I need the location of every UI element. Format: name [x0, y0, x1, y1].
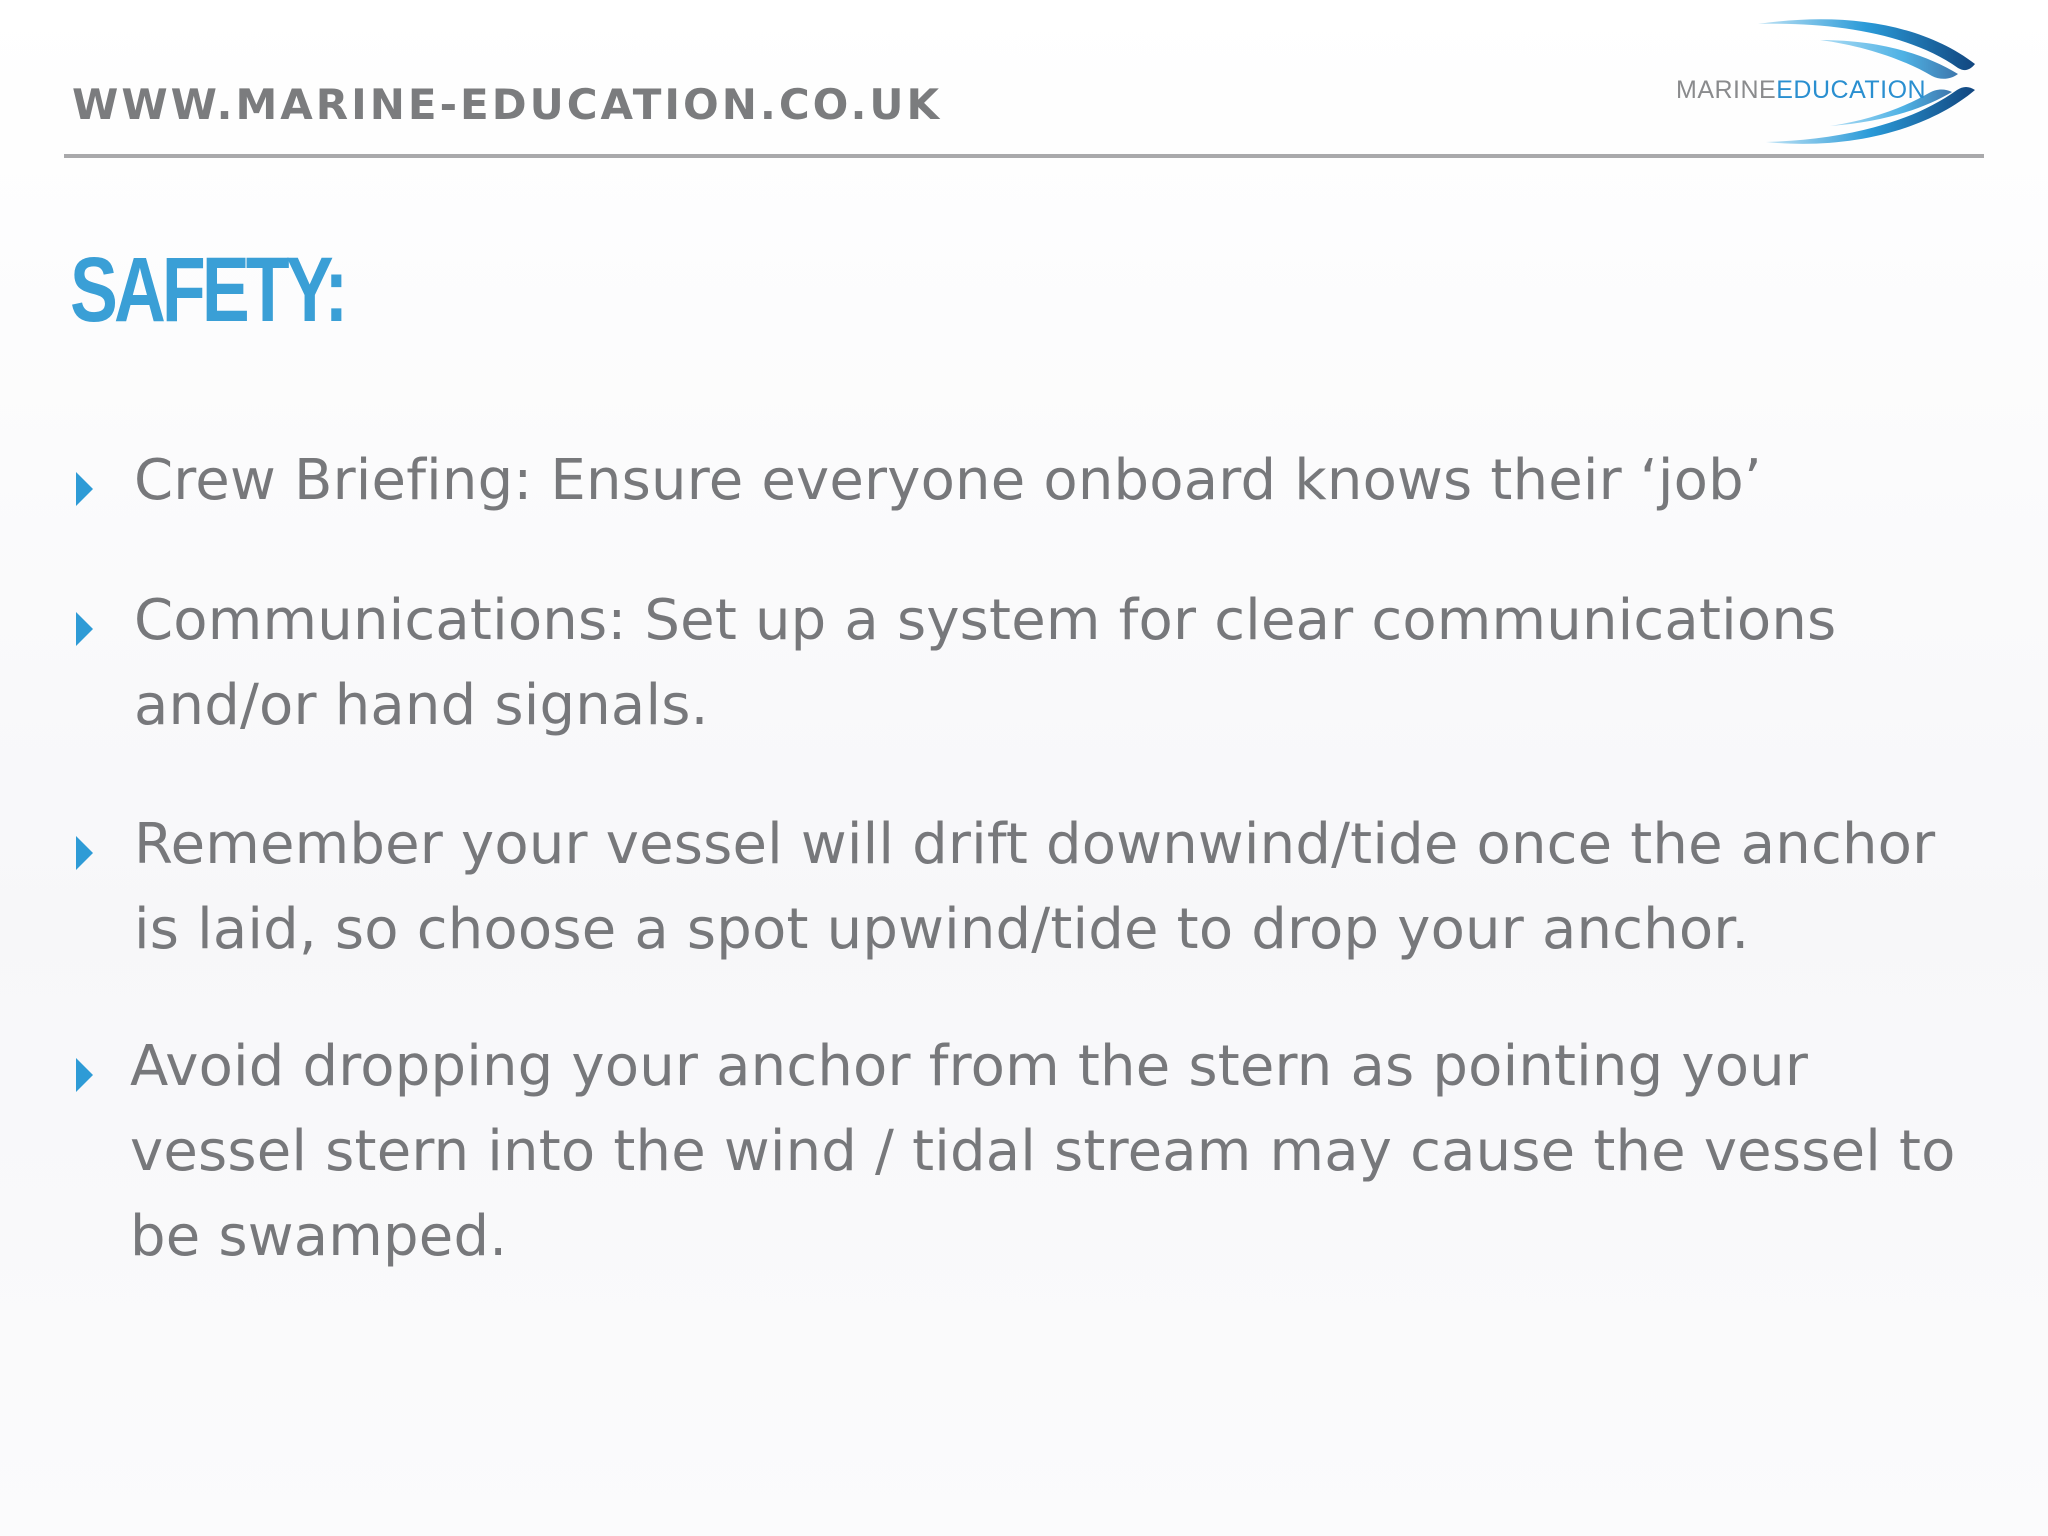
bullet-line: be swamped.	[130, 1204, 508, 1269]
bullet-line: Remember your vessel will drift downwind/tide once the anchor	[134, 812, 1936, 877]
bullet-text	[130, 1024, 1956, 1279]
logo-text-education: EDUCATION	[1776, 76, 1927, 104]
bullet-text	[134, 578, 1836, 748]
bullet-line: and/or hand signals.	[134, 673, 709, 738]
site-url[interactable]: WWW.MARINE-EDUCATION.CO.UK	[72, 80, 943, 129]
bullet-line: Avoid dropping your anchor from the stern as pointing your	[130, 1034, 1809, 1099]
triangle-bullet-icon	[76, 1058, 93, 1092]
triangle-bullet-icon	[76, 612, 93, 646]
triangle-bullet-icon	[76, 836, 93, 870]
bullet-line: Communications: Set up a system for clear communications	[134, 588, 1837, 653]
logo-text-marine: MARINE	[1676, 76, 1777, 104]
bullet-text	[134, 438, 1762, 523]
bullet-line: is laid, so choose a spot upwind/tide to drop your anchor.	[134, 897, 1750, 962]
marine-education-logo	[1670, 10, 2000, 150]
bullet-line: Crew Briefing: Ensure everyone onboard knows their ‘job’	[134, 448, 1762, 513]
logo-wordmark	[1676, 76, 1926, 105]
bullet-line: vessel stern into the wind / tidal stream may cause the vessel to	[130, 1119, 1956, 1184]
bullet-text	[134, 802, 1935, 972]
triangle-bullet-icon	[76, 472, 93, 506]
slide-title: SAFETY:	[70, 239, 345, 341]
header-divider	[64, 154, 1984, 158]
